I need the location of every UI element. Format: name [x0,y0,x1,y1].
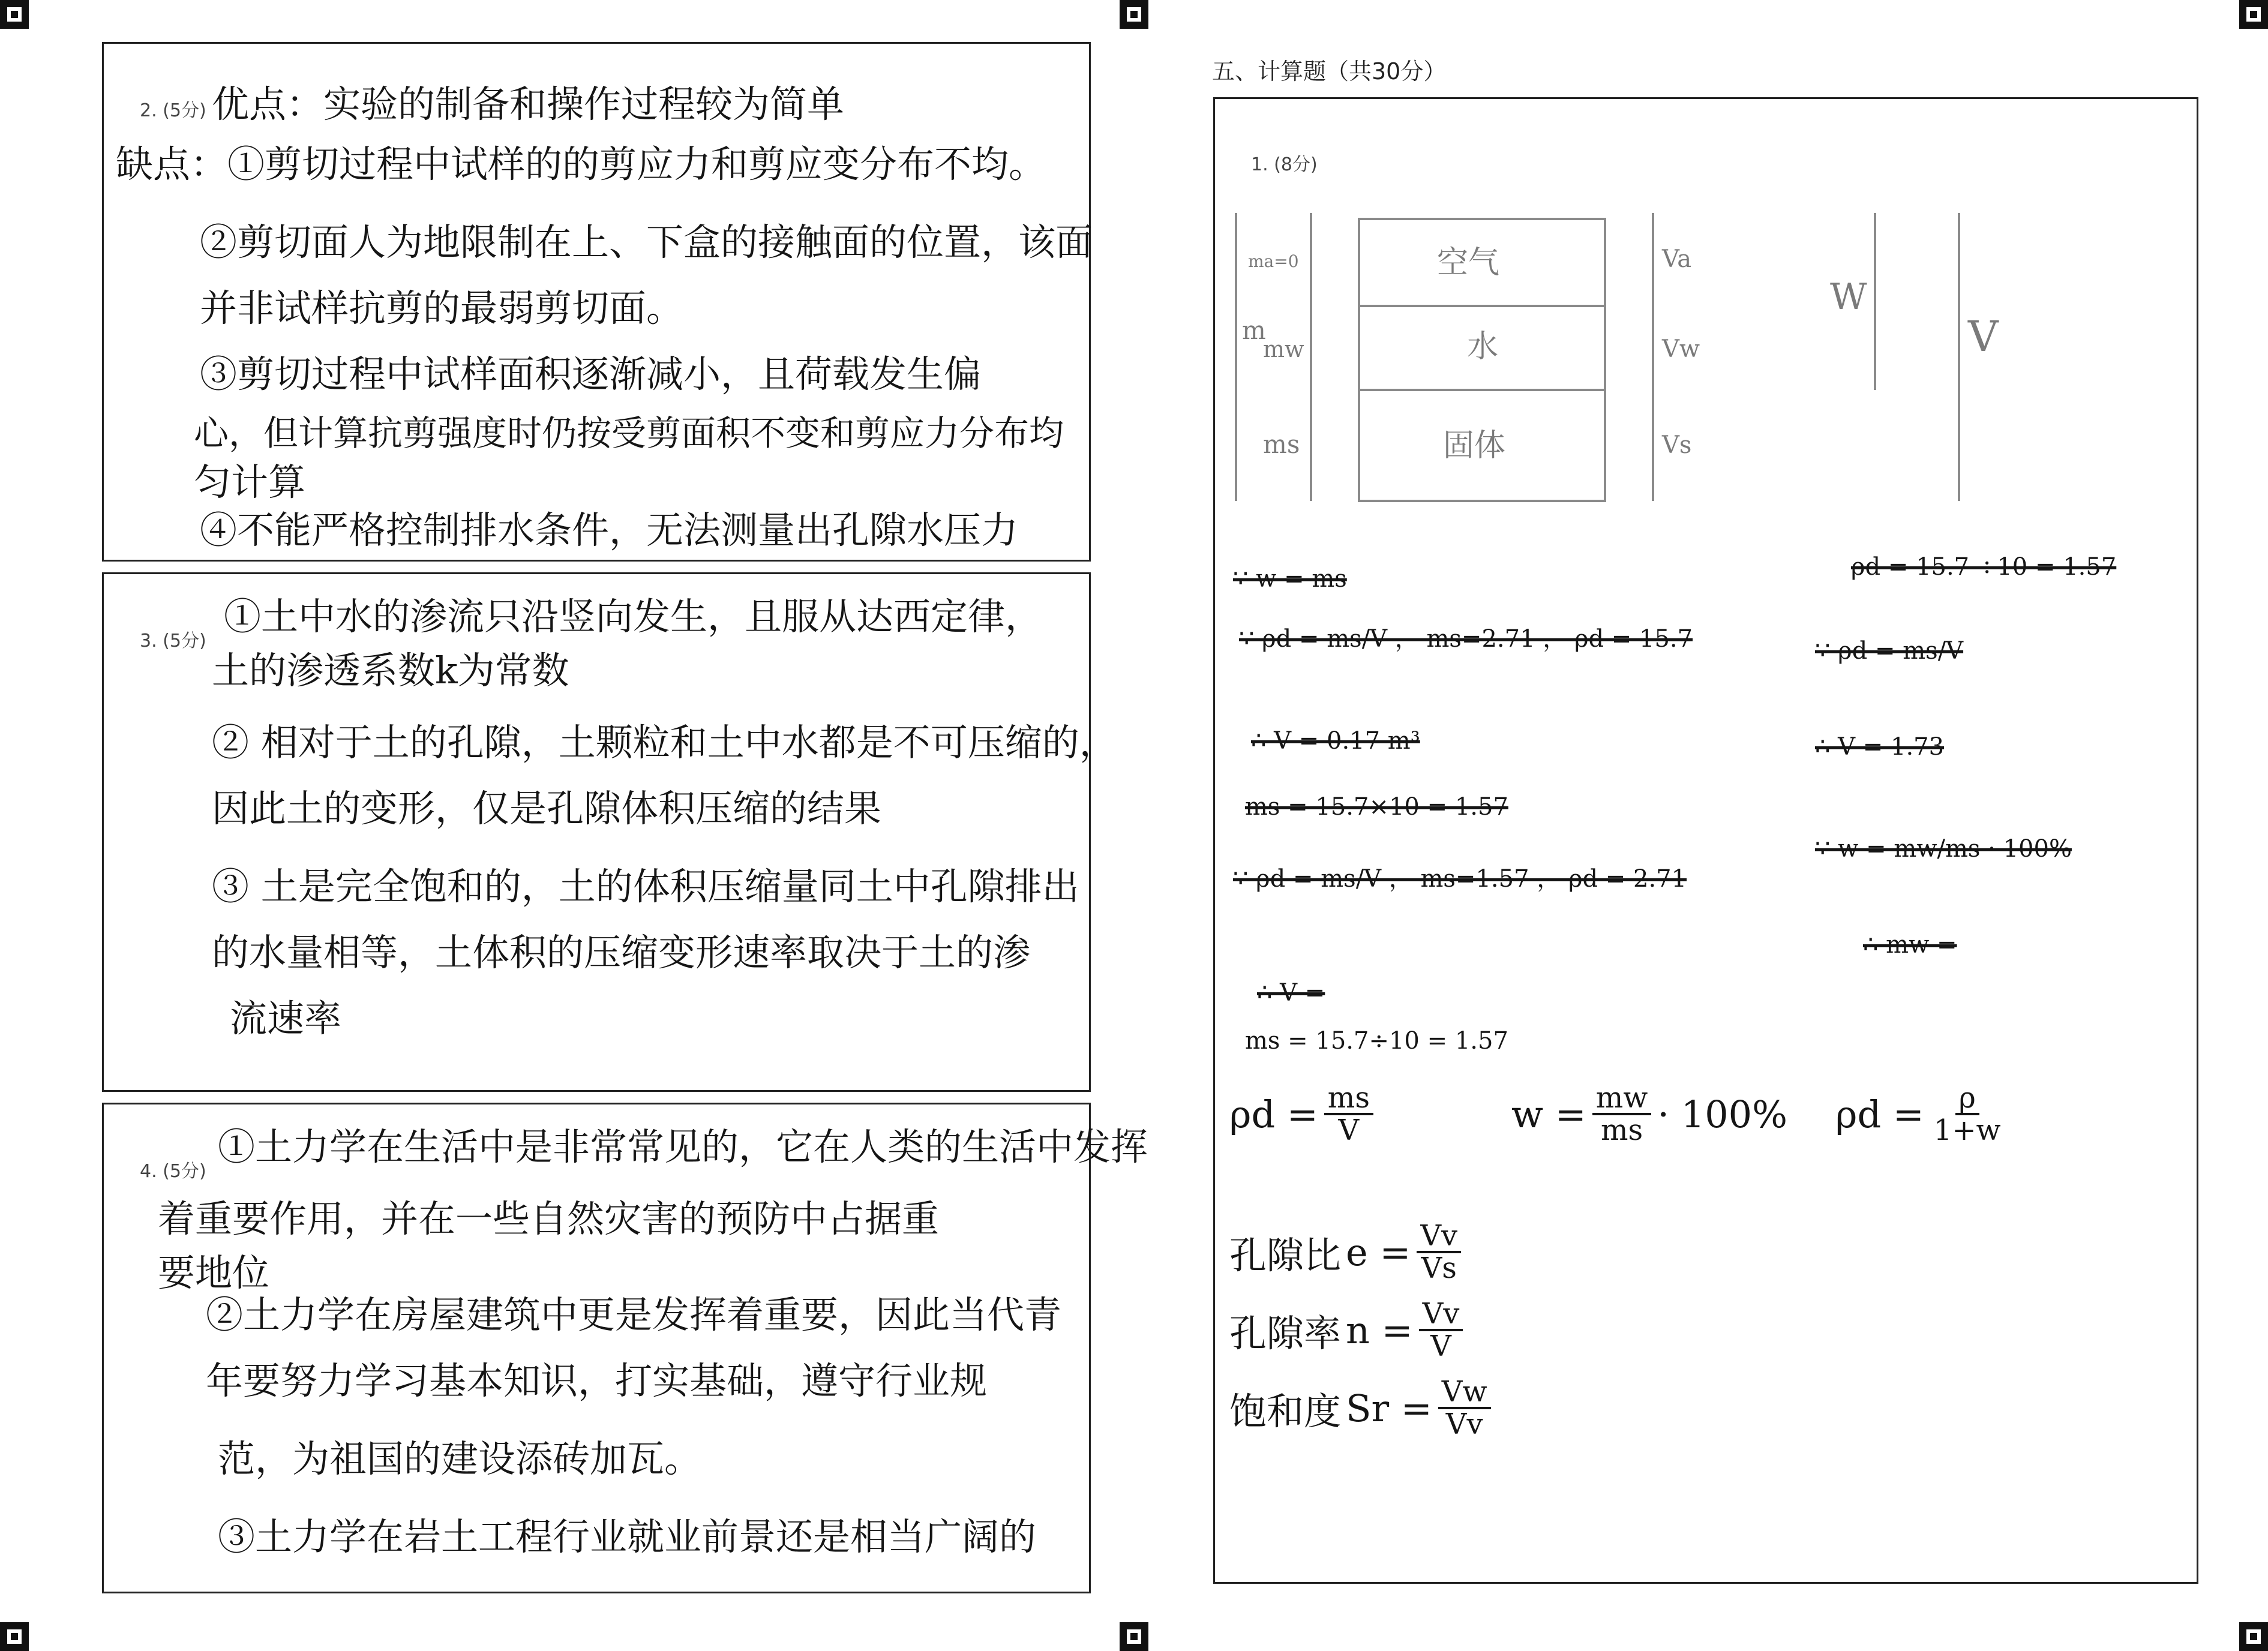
handwritten-line: ②剪切面人为地限制在上、下盒的接触面的位置，该面 [200,220,1093,264]
diagram-label-solid: 固体 [1443,428,1506,464]
handwritten-line: ③ 土是完全饱和的，土的体积压缩量同土中孔隙排出 [212,864,1079,908]
diagram-label-ms: ms [1263,430,1300,459]
working-line: ∴ V = 1.73 [1815,733,1945,761]
working-line: ∵ ρd = ms/V ， ms=1.57 ， ρd = 2.71 [1233,865,1687,893]
handwritten-line: ③土力学在岩土工程行业就业前景还是相当广阔的 [218,1515,1037,1559]
handwritten-line: 土的渗透系数k为常数 [212,649,569,692]
handwritten-line: ③剪切过程中试样面积逐渐减小，且荷载发生偏 [200,352,982,396]
working-line: ms = 15.7÷10 = 1.57 [1245,1027,1508,1055]
question-label-q4: 4. (5分) [140,1161,206,1182]
handwritten-line: 匀计算 [194,460,306,504]
diagram-label-m: m [1242,316,1266,345]
working-line: ∵ ρd = ms/V [1815,637,1964,665]
handwritten-line: ①土力学在生活中是非常常见的，它在人类的生活中发挥 [218,1125,1148,1169]
answer-box-calc-q1 [1213,97,2198,1584]
question-label-q3: 3. (5分) [140,631,206,652]
diagram-label-ma: ma=0 [1248,251,1299,271]
handwritten-line: 的水量相等，土体积的压缩变形速率取决于土的渗 [212,930,1031,974]
working-line: ∴ V = [1257,979,1325,1007]
three-phase-diagram [1215,189,1815,525]
corner-marker-top-right [2239,0,2268,29]
diagram-label-vw: Vw [1662,335,1700,363]
handwritten-line: 年要努力学习基本知识，打实基础，遵守行业规 [206,1359,988,1403]
working-line: ∵ ρd = ms/V ， ms=2.71 ， ρd = 15.7 [1239,625,1693,653]
handwritten-line: 优点：实验的制备和操作过程较为简单 [212,82,845,126]
question-label-calc-q1: 1. (8分) [1251,154,1318,175]
answer-box-q2 [102,42,1091,562]
handwritten-line: ②土力学在房屋建筑中更是发挥着重要，因此当代青 [206,1293,1062,1337]
formula-saturation: 饱和度 Sr = $\frac{Vw}{Vv}$ [1227,1377,1495,1440]
diagram-label-water: 水 [1467,329,1499,365]
diagram-label-air: 空气 [1437,245,1500,281]
handwritten-line: 流速率 [230,996,342,1040]
working-line: ∵ w = mw/ms · 100% [1815,835,2072,863]
working-line: ∵ w = ms [1233,565,1347,593]
diagram-label-vs: Vs [1662,431,1692,459]
handwritten-line: 着重要作用，并在一些自然灾害的预防中占据重 [158,1197,940,1241]
handwritten-line: 缺点：①剪切过程中试样的的剪应力和剪应变分布不均。 [116,142,1046,186]
handwritten-line: 并非试样抗剪的最弱剪切面。 [200,286,684,330]
corner-marker-top-left [0,0,29,29]
section-title: 五、计算题（共30分） [1212,58,1447,85]
corner-marker-bottom-center [1120,1622,1148,1651]
diagram-label-mw: mw [1263,336,1304,362]
handwritten-line: ④不能严格控制排水条件，无法测量出孔隙水压力 [200,508,1019,552]
working-line: ∴ V = 0.17 m³ [1251,727,1420,755]
diagram-label-v: V [1968,312,1999,361]
answer-box-q4 [102,1103,1148,1593]
formula-dry-density: ρd = $\frac{ms}{V}$ [1227,1083,1377,1146]
formula-dry-density-from-rho: ρd = $\frac{\rho}{1+w}$ [1835,1081,2001,1148]
formula-porosity: 孔隙率 n = $\frac{Vv}{V}$ [1227,1299,1466,1362]
handwritten-line: 因此土的变形，仅是孔隙体积压缩的结果 [212,787,882,830]
formula-water-content: w = $\frac{mw}{ms}$ · 100% [1511,1081,1788,1148]
handwritten-line: ①土中水的渗流只沿竖向发生，且服从达西定律， [224,595,1043,638]
corner-marker-top-center [1120,0,1148,29]
handwritten-line: 心，但计算抗剪强度时仍按受剪面积不变和剪应力分布均 [194,413,1064,454]
diagram-label-va: Va [1662,245,1692,273]
handwritten-line: 要地位 [158,1251,270,1295]
three-phase-diagram-totals [1830,189,2055,525]
diagram-label-w: W [1830,276,1867,318]
answer-box-q3 [102,572,1117,1092]
handwritten-line: 范，为祖国的建设添砖加瓦。 [218,1437,702,1481]
formula-void-ratio: 孔隙比 e = $\frac{Vv}{Vs}$ [1227,1221,1465,1284]
working-line: ∴ mw = [1863,931,1957,959]
corner-marker-bottom-right [2239,1622,2268,1651]
corner-marker-bottom-left [0,1622,29,1651]
handwritten-line: ② 相对于土的孔隙，土颗粒和土中水都是不可压缩的， [212,721,1117,764]
working-line: ρd = 15.7 ÷10 = 1.57 [1851,553,2117,581]
working-line: ms = 15.7×10 = 1.57 [1245,793,1508,821]
question-label-q2: 2. (5分) [140,100,206,121]
